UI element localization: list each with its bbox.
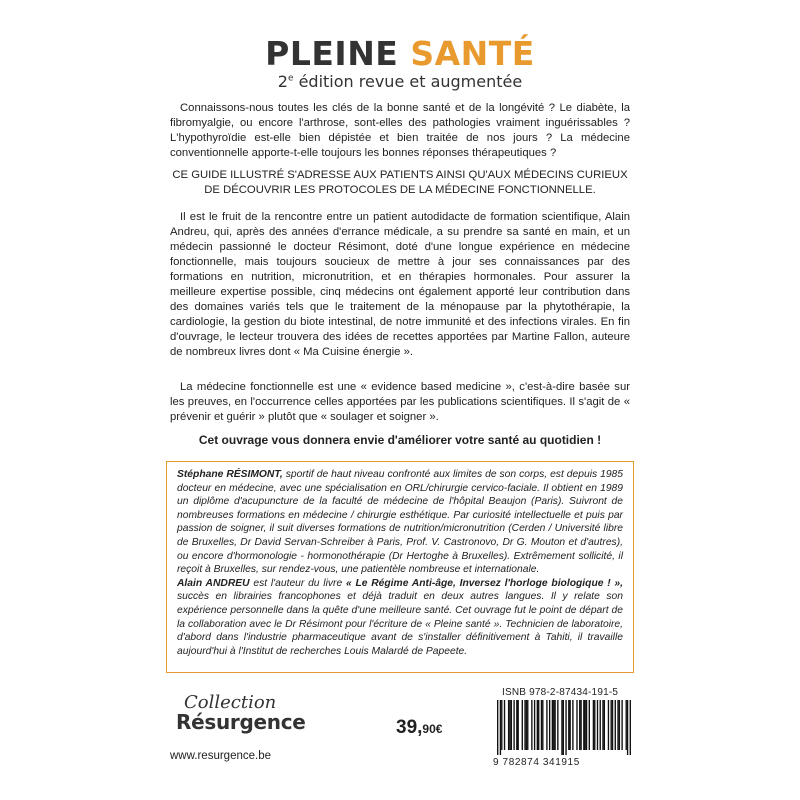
barcode-bar bbox=[513, 700, 514, 750]
logo-collection-text: Collection bbox=[184, 692, 277, 713]
barcode-bar bbox=[617, 700, 618, 750]
barcode-bar bbox=[572, 700, 573, 750]
barcode-bar bbox=[534, 700, 535, 750]
title-accent: SANTÉ bbox=[410, 34, 535, 73]
barcode-bar bbox=[542, 700, 543, 750]
barcode-bar bbox=[615, 700, 616, 750]
barcode-bar bbox=[518, 700, 519, 750]
body-paragraph-2: La médecine fonctionnelle est une « evidence based medicine », c'est-à-dire basée sur les preuves, en l'occurrence celles apportées par les publications scientifiques. Il s'agit de « prévenir et guérir » plutôt que « soulager et soigner ». bbox=[170, 381, 630, 423]
barcode-bar bbox=[586, 700, 587, 750]
barcode-bar bbox=[537, 700, 538, 750]
bio-text-resimont: sportif de haut niveau confronté aux limites de son corps, est depuis 1985 docteur en médecine, avec une spécialisation en ORL/chirurgie cervico-faciale. Il obtient en 1989 un diplôme d'acupuncture de la faculté de médecine de l'hôpital Beaujon (Paris). Suivront de nombreuses formations en médecine / chirurgie esthétique. Par curiosité intellectuelle et puis par passion de soigner, il suit diverses formations de nutrition/micronutrition (Cerden / Université libre de Bruxelles, Dr David Servan-Schreiber à Paris, Prof. V. Castronovo, Dr G. Mouton et d'autres), ou encore d'hormonologie - hormonothérapie (Dr Hertoghe à Bruxelles). Extrêmement sollicité, il reçoit à Bruxelles, sur rendez-vous, une patientèle nombreuse et internationale. bbox=[177, 469, 624, 576]
barcode-bar bbox=[568, 700, 569, 750]
barcode-bar bbox=[497, 700, 498, 755]
barcode-bar bbox=[522, 700, 523, 750]
barcode-bar bbox=[604, 700, 605, 750]
barcode-bar bbox=[524, 700, 525, 750]
barcode-bar bbox=[509, 700, 510, 750]
barcode-bar bbox=[610, 700, 611, 750]
barcode-bar bbox=[549, 700, 550, 750]
barcode-bar bbox=[500, 700, 501, 755]
barcode-bar bbox=[531, 700, 532, 750]
publisher-website[interactable]: www.resurgence.be bbox=[170, 750, 271, 762]
barcode-bar bbox=[546, 700, 547, 750]
barcode-bar bbox=[504, 700, 505, 750]
barcode-bar bbox=[583, 700, 584, 750]
author-bio-andreu bbox=[177, 577, 623, 659]
bio-text-andreu-a: est l'auteur du livre bbox=[249, 577, 346, 589]
author-bio-resimont bbox=[177, 468, 623, 577]
subtitle-text: édition revue et augmentée bbox=[293, 72, 523, 91]
barcode-bar bbox=[553, 700, 554, 750]
book-title bbox=[0, 34, 800, 73]
intro-paragraph: Connaissons-nous toutes les clés de la bonne santé et de la longévité ? Le diabète, la fibromyalgie, ou encore l'arthrose, sont-elles des pathologies vraiment inguérissables ? L'hypothyroïdie est-elle bien dépistée et bien traitée de nos jours ? La médecine conventionnelle apporte-t-elle toujours les bonnes réponses thérapeutiques ? bbox=[170, 102, 630, 159]
barcode-bar bbox=[554, 700, 555, 750]
title-main: PLEINE bbox=[265, 34, 399, 73]
barcode-bar bbox=[600, 700, 601, 750]
barcode-digits: 9 782874 341915 bbox=[493, 757, 580, 768]
body-paragraph-1: Il est le fruit de la rencontre entre un patient autodidacte de formation scientifique, Alain Andreu, qui, après des années d'errance médicale, a su prendre sa santé en main, et un médecin passionné le docteur Résimont, doté d'une longue expérience en médecine fonctionnelle, mais toujours soucieux de mettre à jour ses connaissances par des formations en nutrition, micronutrition, et en thérapies hormonales. Pour assurer la meilleure expertise possible, cinq médecins ont également apporté leur contribution dans des domaines variés tels que le traitement de la ménopause par la phytothérapie, la cardiologie, la gestion du biote intestinal, de notre immunité et des infections virales. En fin d'ouvrage, le lecteur trouvera des idées de recettes apportées par Martine Fallon, auteure de nombreux livres dont « Ma Cuisine énergie ». bbox=[170, 211, 630, 358]
bio-text-andreu-b: succès en librairies francophones et déjà traduit en deux autres langues. Il y relate son expérience personnelle dans la quête d'une meilleure santé. Cet ouvrage fut le point de départ de la collaboration avec le Dr Résimont pour l'écriture de « Pleine santé ». Technicien de laboratoire, d'abord dans l'industrie pharmaceutique avant de s'installer définitivement à Tahiti, il travaille aujourd'hui à l'Institut de recherches Louis Malardé de Papeete. bbox=[177, 591, 623, 657]
barcode-bar bbox=[576, 700, 577, 750]
book-reference: « Le Régime Anti-âge, Inversez l'horloge biologique ! », bbox=[345, 577, 623, 589]
price-cents: 90€ bbox=[422, 722, 443, 736]
barcode-bar bbox=[538, 700, 539, 750]
barcode-bar bbox=[569, 700, 570, 750]
barcode-bar bbox=[612, 700, 613, 750]
price bbox=[396, 717, 442, 739]
barcode-bar bbox=[619, 700, 620, 750]
author-name-resimont: Stéphane RÉSIMONT, bbox=[177, 469, 283, 480]
barcode-bar bbox=[561, 700, 562, 755]
logo-brand-text: Résurgence bbox=[176, 710, 306, 734]
barcode-bar bbox=[527, 700, 528, 750]
barcode-bar bbox=[541, 700, 542, 750]
barcode-bar bbox=[557, 700, 558, 750]
barcode-bar bbox=[608, 700, 609, 750]
caps-paragraph: CE GUIDE ILLUSTRÉ S'ADRESSE AUX PATIENTS AINSI QU'AUX MÉDECINS CURIEUX DE DÉCOUVRIR LES PROTOCOLES DE LA MÉDECINE FONCTIONNELLE. bbox=[172, 169, 628, 196]
author-bio-box bbox=[166, 461, 634, 673]
barcode-bar bbox=[516, 700, 517, 750]
subtitle-superscript: e bbox=[287, 73, 294, 84]
barcode-bar bbox=[501, 700, 502, 750]
tagline: Cet ouvrage vous donnera envie d'améliorer votre santé au quotidien ! bbox=[198, 433, 602, 447]
barcode bbox=[497, 700, 631, 755]
barcode-bar bbox=[552, 700, 553, 750]
author-name-andreu: Alain ANDREU bbox=[177, 577, 250, 589]
barcode-bar bbox=[593, 700, 594, 750]
barcode-bar bbox=[508, 700, 509, 750]
barcode-bar bbox=[511, 700, 512, 750]
barcode-bar bbox=[626, 700, 627, 750]
barcode-bar bbox=[589, 700, 590, 750]
barcode-bar bbox=[627, 700, 628, 755]
barcode-bar bbox=[594, 700, 595, 750]
barcode-bar bbox=[580, 700, 581, 750]
publisher-logo bbox=[170, 692, 306, 744]
barcode-bar bbox=[630, 700, 631, 755]
barcode-bar bbox=[579, 700, 580, 750]
barcode-bar bbox=[602, 700, 603, 750]
subtitle-edition-number: 2 bbox=[277, 72, 288, 91]
price-main: 39, bbox=[396, 717, 423, 738]
barcode-bar bbox=[563, 700, 564, 755]
isbn-label: ISNB 978-2-87434-191-5 bbox=[502, 687, 619, 698]
barcode-bar bbox=[526, 700, 527, 750]
book-subtitle bbox=[0, 72, 800, 91]
barcode-bar bbox=[621, 700, 622, 750]
barcode-bar bbox=[597, 700, 598, 750]
barcode-bar bbox=[585, 700, 586, 750]
barcode-bar bbox=[565, 700, 566, 755]
